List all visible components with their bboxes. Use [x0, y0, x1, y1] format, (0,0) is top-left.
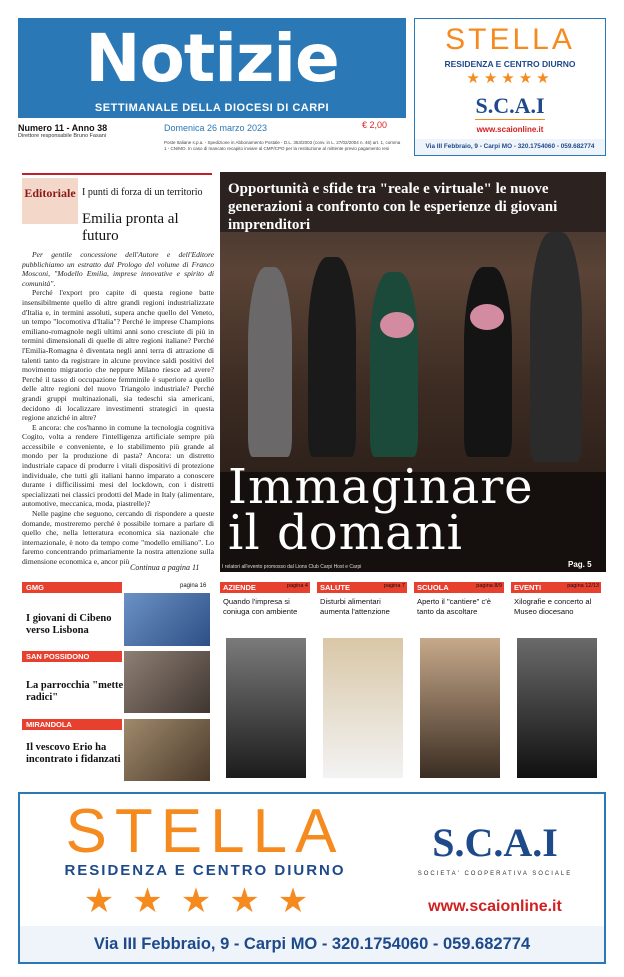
cover-title-line: il domani [228, 505, 463, 561]
ad-stars-icon: ★★★★★ [466, 71, 554, 87]
section-tag-san-possidono: SAN POSSIDONO [22, 651, 122, 662]
editorial-label: Editoriale [22, 178, 78, 224]
column-eventi[interactable] [511, 582, 601, 780]
column-page: pagina 7 [383, 583, 405, 589]
ad-tagline: RESIDENZA E CENTRO DIURNO [444, 59, 576, 69]
section-photo[interactable] [124, 651, 210, 713]
column-tag: AZIENDE [220, 582, 310, 593]
director-line: Direttore responsabile Bruno Fasani [18, 133, 107, 139]
ad-scai-logo: S.C.A.I [475, 93, 545, 118]
ad-divider [475, 119, 545, 120]
column-title[interactable]: Aperto il "cantiere" c'è tanto da ascoltare [417, 597, 491, 616]
masthead-subtitle: SETTIMANALE DELLA DIOCESI DI CARPI [94, 102, 330, 114]
ad-scai-logo: S.C.A.I [432, 820, 558, 865]
editorial-intro: Per gentile concessione dell'Autore e dell'Editore pubblichiamo un estratto dal Prologo del volume di Franco Mosconi, "Modello Emilia, imprese innovative e spirito di comunità". [22, 250, 214, 288]
person-figure [370, 272, 418, 457]
column-aziende[interactable] [220, 582, 310, 780]
ad-tagline: RESIDENZA E CENTRO DIURNO [64, 862, 346, 879]
section-photo[interactable] [124, 593, 210, 646]
column-page: pagina 4 [286, 583, 308, 589]
section-tag-gmg: GMG [22, 582, 122, 593]
column-tag: SALUTE [317, 582, 407, 593]
ad-stella-top[interactable] [414, 18, 606, 156]
column-scuola[interactable] [414, 582, 504, 780]
cover-title[interactable] [228, 459, 534, 561]
flower-bouquet [380, 312, 414, 338]
ad-url[interactable]: www.scaionline.it [476, 125, 544, 134]
masthead [18, 18, 406, 118]
ad-stars-icon: ★★★★★ [83, 883, 327, 920]
issue-price: € 2,00 [362, 120, 388, 130]
editorial-continue-link[interactable]: Continua a pagina 11 [130, 563, 200, 572]
ad-address: Via III Febbraio, 9 - Carpi MO - 320.1754060 - 059.682774 [415, 139, 605, 155]
ad-brand: STELLA [65, 797, 345, 866]
section-title[interactable]: Il vescovo Erio ha incontrato i fidanzati [26, 742, 121, 765]
column-page: pagina 8/9 [476, 583, 502, 589]
editorial-title[interactable]: Emilia pronta al futuro [82, 211, 179, 244]
cover-photo[interactable] [220, 172, 606, 572]
section-tag-mirandola: MIRANDOLA [22, 719, 122, 730]
column-title[interactable]: Quando l'impresa si coniuga con ambiente [223, 597, 298, 616]
cover-caption: I relatori all'evento promosso dal Lions Club Carpi Host e Carpi [222, 564, 362, 570]
cover-headline: Opportunità e sfide tra "reale e virtuale" le nuove generazioni a confronto con le esperienze di giovani imprenditori [228, 181, 558, 233]
editorial-kicker: I punti di forza di un territorio [82, 187, 203, 198]
issue-number: Numero 11 - Anno 38 [18, 123, 108, 133]
person-figure [530, 232, 582, 462]
column-photo[interactable] [517, 638, 597, 778]
column-salute[interactable] [317, 582, 407, 780]
section-title[interactable]: La parrocchia "mette radici" [26, 680, 124, 703]
column-tag: SCUOLA [414, 582, 504, 593]
editorial-body [22, 250, 214, 567]
editorial-paragraph: Perché l'export pro capite di questa regione batte insensibilmente quello di altre grandi regioni industrializzate d'Italia e, in termini assoluti, supera anche quello del Veneto, un tempo "locomotiva d'Italia"? Perché le imprese Champions emiliano-romagnole negli ultimi anni sono cresciute di più in termini dimensionali di quelle di altre regioni italiane? Perché l'Emilia-Romagna è diventata negli anni terra di attrazione di talenti tanto da registrare in alcune province saldi positivi del movimento migratorio che neppure Milano riesce ad avere? Perché il tasso di occupazione femminile è superiore a quello delle altre regioni del nuovo Triangolo industriale? Perché grandi gruppi multinazionali, sia tedeschi sia americani, decidono di localizzare investimenti strategici in questa regione anziché in altre? [22, 288, 214, 423]
flower-bouquet [470, 304, 504, 330]
ad-brand: STELLA [445, 23, 575, 56]
person-figure [308, 257, 356, 457]
column-tag: EVENTI [511, 582, 601, 593]
column-title[interactable]: Xilografie e concerto al Museo diocesano [514, 597, 592, 616]
ad-url[interactable]: www.scaionline.it [428, 898, 562, 915]
editorial-header [22, 173, 212, 245]
person-figure [464, 267, 512, 457]
cover-title-line: Immaginare [228, 459, 534, 515]
column-photo[interactable] [323, 638, 403, 778]
section-photo[interactable] [124, 719, 210, 781]
cover-page-ref[interactable]: Pag. 5 [568, 560, 592, 569]
ad-scai-subtitle: SOCIETA' COOPERATIVA SOCIALE [417, 871, 573, 877]
ad-stella-bottom[interactable] [18, 792, 606, 964]
editorial-paragraph: Nelle pagine che seguono, cercando di rispondere a queste domande, mostreremo perché è possibile tornare a parlare di quello che, nella letteratura economica sia nazionale che internazionale, è noto da tempo come "modello emiliano". Lo faremo concentrando primariamente la nostra attenzione sulla dimensione economica e, ancor più [22, 509, 214, 566]
ad-address: Via III Febbraio, 9 - Carpi MO - 320.1754060 - 059.682774 [20, 926, 604, 962]
section-title[interactable]: I giovani di Cibeno verso Lisbona [26, 613, 112, 636]
masthead-title: Notizie [85, 20, 339, 97]
column-photo[interactable] [420, 638, 500, 778]
postal-notice: Poste Italiane s.p.a. - Spedizione in Abbonamento Postale - D.L. 353/2003 (conv. in L. 27/02/2004 n. 46) art. 1, comma 1 - CN/MO. In caso di mancato recapito inviare al CMP/CPO per la restituzione al mittente previo pagamento resi [164, 140, 401, 151]
editorial-paragraph: E ancora: che cos'hanno in comune la tecnologia cognitiva Cogito, volta a rendere l'intelligenza artificiale sempre più accessibile e conveniente, e lo stabilimento più grande al mondo per la produzione di pasta? Ancora: un distretto industriale capace di produrre i vitali dispositivi di protezione individuale, che tutti gli italiani hanno imparato a conoscere durante i difficilissimi mesi del lockdown, con i distretti specializzati nei classici prodotti del Made in Italy (alimentare, automotive, meccanica, moda, piastrelle)? [22, 422, 214, 509]
column-title[interactable]: Disturbi alimentari aumenta l'attenzione [320, 597, 390, 616]
column-page: pagina 12/13 [567, 583, 599, 589]
section-page: pagina 16 [180, 583, 207, 589]
person-figure [248, 267, 292, 457]
column-photo[interactable] [226, 638, 306, 778]
issue-date: Domenica 26 marzo 2023 [164, 123, 268, 133]
